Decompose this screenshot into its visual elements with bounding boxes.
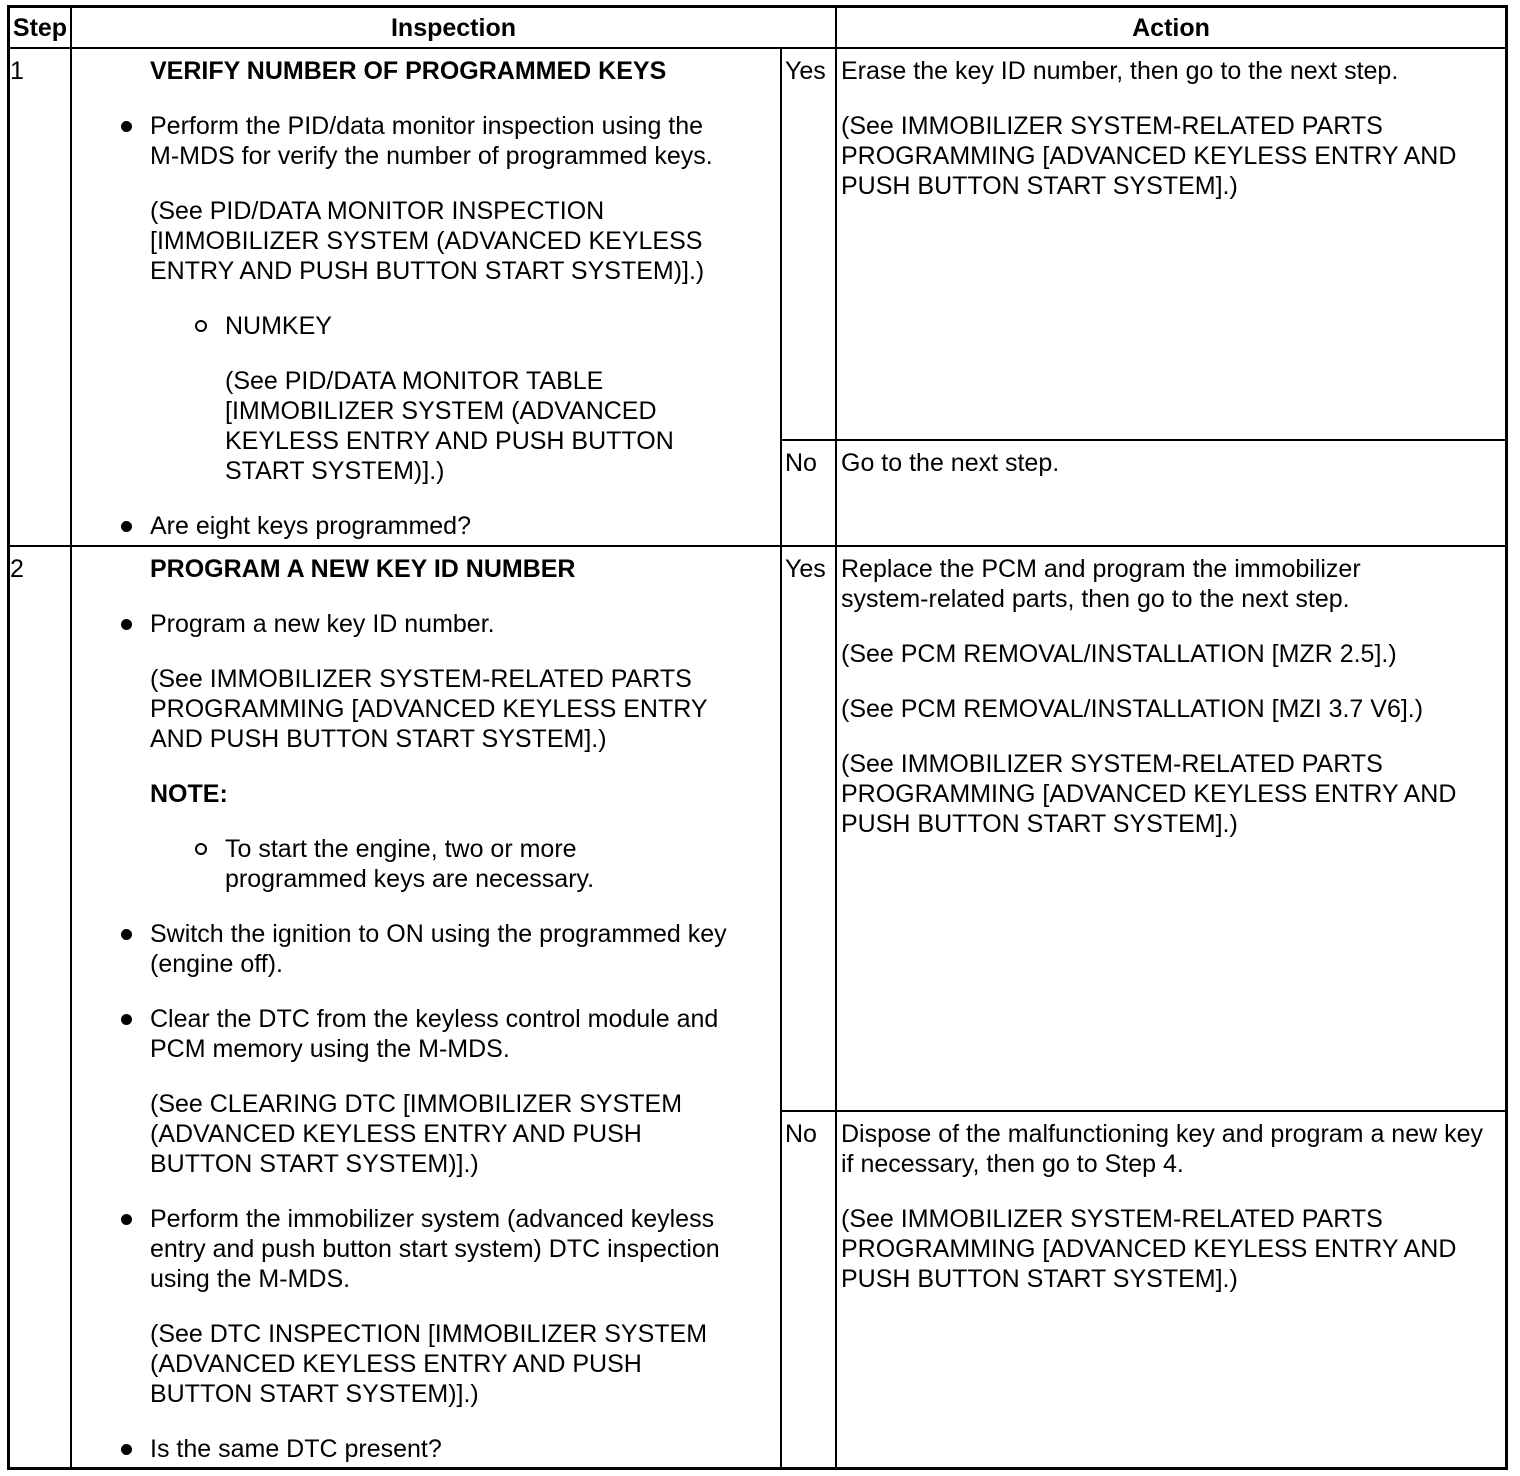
inspection-reference [150,1319,778,1409]
bullet-dot-icon [121,121,132,132]
step-number [10,554,68,584]
inspection-title [150,554,778,584]
note-heading [150,779,778,809]
result-yes-text: Yes [785,555,826,583]
inspection-question-text: Is the same DTC present? [150,1435,442,1463]
action-reference-text: (See PCM REMOVAL/INSTALLATION [MZR 2.5].) [841,640,1397,668]
inspection-reference-text: (See CLEARING DTC [IMMOBILIZER SYSTEM (ADVANCED KEYLESS ENTRY AND PUSH BUTTON START SYSTEM)].) [150,1090,683,1178]
action-text [841,1119,1501,1179]
inspection-bullet-item [150,1004,778,1064]
note-heading-text: NOTE: [150,780,228,808]
result-yes-label [785,56,826,86]
action-text-content: Go to the next step. [841,449,1060,477]
inspection-reference [150,1089,778,1179]
result-yes-text: Yes [785,57,826,85]
inspection-item-text: Switch the ignition to ON using the programmed key (engine off). [150,920,727,978]
inspection-item-text: Perform the PID/data monitor inspection using the M-MDS for verify the number of programmed keys. [150,112,713,170]
inspection-reference-text: (See DTC INSPECTION [IMMOBILIZER SYSTEM (ADVANCED KEYLESS ENTRY AND PUSH BUTTON START SYSTEM)].) [150,1320,708,1408]
action-no-cell [841,448,1501,478]
inspection-subitem [225,311,778,341]
result-yes-label [785,554,826,584]
inspection-bullet-item [150,609,778,639]
bullet-dot-icon [121,1214,132,1225]
step-number-text: 1 [10,57,24,85]
inspection-subitem-text: NUMKEY [225,312,332,340]
action-yes-cell [841,554,1501,839]
action-reference [841,749,1501,839]
inspection-reference-text: (See IMMOBILIZER SYSTEM-RELATED PARTS PROGRAMMING [ADVANCED KEYLESS ENTRY AND PUSH BUTTON START SYSTEM].) [150,665,708,753]
inspection-bullet-item [150,111,778,171]
action-text-content: Erase the key ID number, then go to the next step. [841,57,1399,85]
inspection-subreference [225,366,778,486]
action-text [841,56,1501,86]
inspection-question [150,511,778,541]
row-separator-rule [10,545,1505,547]
inspection-question-text: Are eight keys programmed? [150,512,471,540]
inspection-cell [72,56,778,541]
action-reference-text: (See PCM REMOVAL/INSTALLATION [MZI 3.7 V6].) [841,695,1424,723]
action-reference-text: (See IMMOBILIZER SYSTEM-RELATED PARTS PROGRAMMING [ADVANCED KEYLESS ENTRY AND PUSH BUTTON START SYSTEM].) [841,1205,1457,1293]
note-item-text: To start the engine, two or more programmed keys are necessary. [225,835,595,893]
action-reference-text: (See IMMOBILIZER SYSTEM-RELATED PARTS PROGRAMMING [ADVANCED KEYLESS ENTRY AND PUSH BUTTON START SYSTEM].) [841,112,1457,200]
inspection-cell [72,554,778,1464]
inspection-subreference-text: (See PID/DATA MONITOR TABLE [IMMOBILIZER SYSTEM (ADVANCED KEYLESS ENTRY AND PUSH BUTTON START SYSTEM)].) [225,367,674,485]
inspection-title [150,56,778,86]
action-yes-cell [841,56,1501,201]
action-column-rule [835,8,837,1467]
bullet-dot-icon [121,619,132,630]
header-inspection: Inspection [390,13,516,42]
action-reference [841,694,1501,724]
step-number-text: 2 [10,555,24,583]
result-no-label [785,1119,817,1149]
inspection-reference-text: (See PID/DATA MONITOR INSPECTION [IMMOBILIZER SYSTEM (ADVANCED KEYLESS ENTRY AND PUSH BUTTON START SYSTEM)].) [150,197,705,285]
inspection-reference [150,196,778,286]
note-item [225,834,778,894]
result-no-text: No [785,1120,817,1148]
action-text [841,448,1501,478]
bullet-circle-icon [195,843,207,855]
action-reference-text: (See IMMOBILIZER SYSTEM-RELATED PARTS PROGRAMMING [ADVANCED KEYLESS ENTRY AND PUSH BUTTON START SYSTEM].) [841,750,1457,838]
action-text-content: Dispose of the malfunctioning key and program a new key if necessary, then go to Step 4. [841,1120,1484,1178]
step-number [10,56,68,86]
inspection-item-text: Perform the immobilizer system (advanced keyless entry and push button start system) DTC inspection using the M-MDS. [150,1205,720,1293]
inspection-bullet-item [150,1204,778,1294]
row1-yes-no-rule [780,439,1505,441]
action-reference [841,639,1501,669]
inspection-item-text: Clear the DTC from the keyless control module and PCM memory using the M-MDS. [150,1005,719,1063]
action-reference [841,1204,1501,1294]
action-no-cell [841,1119,1501,1294]
bullet-dot-icon [121,1014,132,1025]
inspection-reference [150,664,778,754]
result-no-text: No [785,449,817,477]
result-column-rule [780,47,782,1467]
inspection-item-text: Program a new key ID number. [150,610,495,638]
bullet-circle-icon [195,320,207,332]
inspection-bullet-item [150,919,778,979]
inspection-title-text: VERIFY NUMBER OF PROGRAMMED KEYS [150,57,667,85]
header-rule [10,47,1505,49]
bullet-dot-icon [121,521,132,532]
action-text [841,554,1501,614]
inspection-question [150,1434,778,1464]
action-text-content: Replace the PCM and program the immobilizer system-related parts, then go to the next step. [841,555,1361,613]
inspection-title-text: PROGRAM A NEW KEY ID NUMBER [150,555,576,583]
header-action: Action [1132,13,1210,42]
bullet-dot-icon [121,929,132,940]
bullet-dot-icon [121,1444,132,1455]
action-reference [841,111,1501,201]
header-step: Step [12,13,68,42]
row2-yes-no-rule [780,1110,1505,1112]
result-no-label [785,448,817,478]
